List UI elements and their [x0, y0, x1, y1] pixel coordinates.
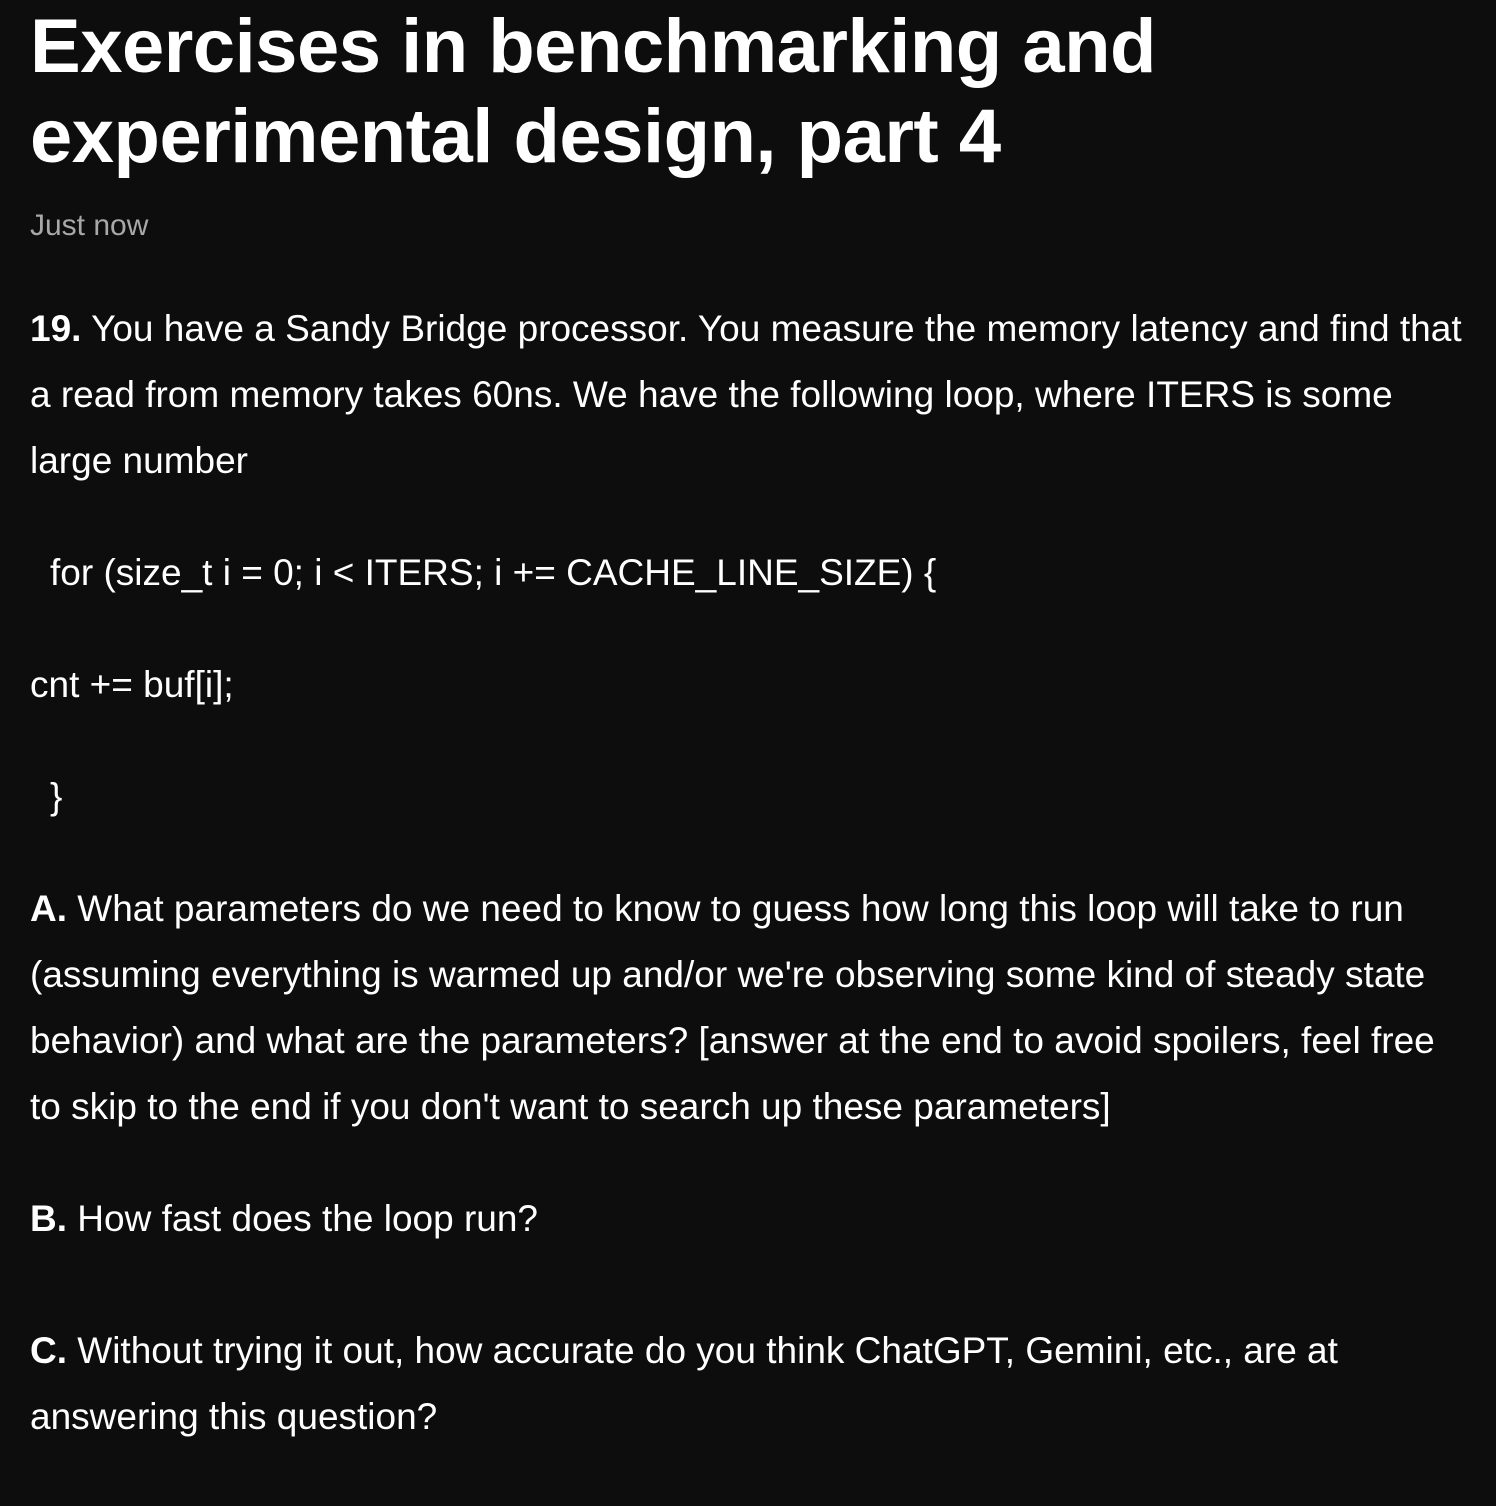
part-b — [30, 1186, 1466, 1252]
part-a-text: What parameters do we need to know to guess how long this loop will take to run (assuming everything is warmed up and/or we're observing some kind of steady state behavior) and what are the parameters? [answer at the end to avoid spoilers, feel free to skip to the end if you don't want to search up these parameters] — [30, 888, 1435, 1127]
publish-timestamp: Just now — [30, 209, 149, 242]
part-c-text: Without trying it out, how accurate do you think ChatGPT, Gemini, etc., are at answering this question? — [30, 1330, 1338, 1437]
part-a — [30, 876, 1466, 1140]
part-a-label: A. — [30, 888, 67, 929]
part-c-label: C. — [30, 1330, 67, 1371]
part-b-label: B. — [30, 1198, 67, 1239]
code-line-loop-header: for (size_t i = 0; i < ITERS; i += CACHE_LINE_SIZE) { — [50, 552, 937, 593]
question-text: You have a Sandy Bridge processor. You measure the memory latency and find that a read from memory takes 60ns. We have the following loop, where ITERS is some large number — [30, 308, 1462, 481]
part-c — [30, 1318, 1466, 1450]
code-line-loop-close: } — [50, 776, 63, 817]
question-number: 19. — [30, 308, 82, 349]
code-line-loop-body: cnt += buf[i]; — [30, 664, 234, 705]
part-b-text: How fast does the loop run? — [77, 1198, 539, 1239]
question-19 — [30, 296, 1466, 494]
article-title: Exercises in benchmarking and experimental design, part 4 — [30, 4, 1156, 179]
